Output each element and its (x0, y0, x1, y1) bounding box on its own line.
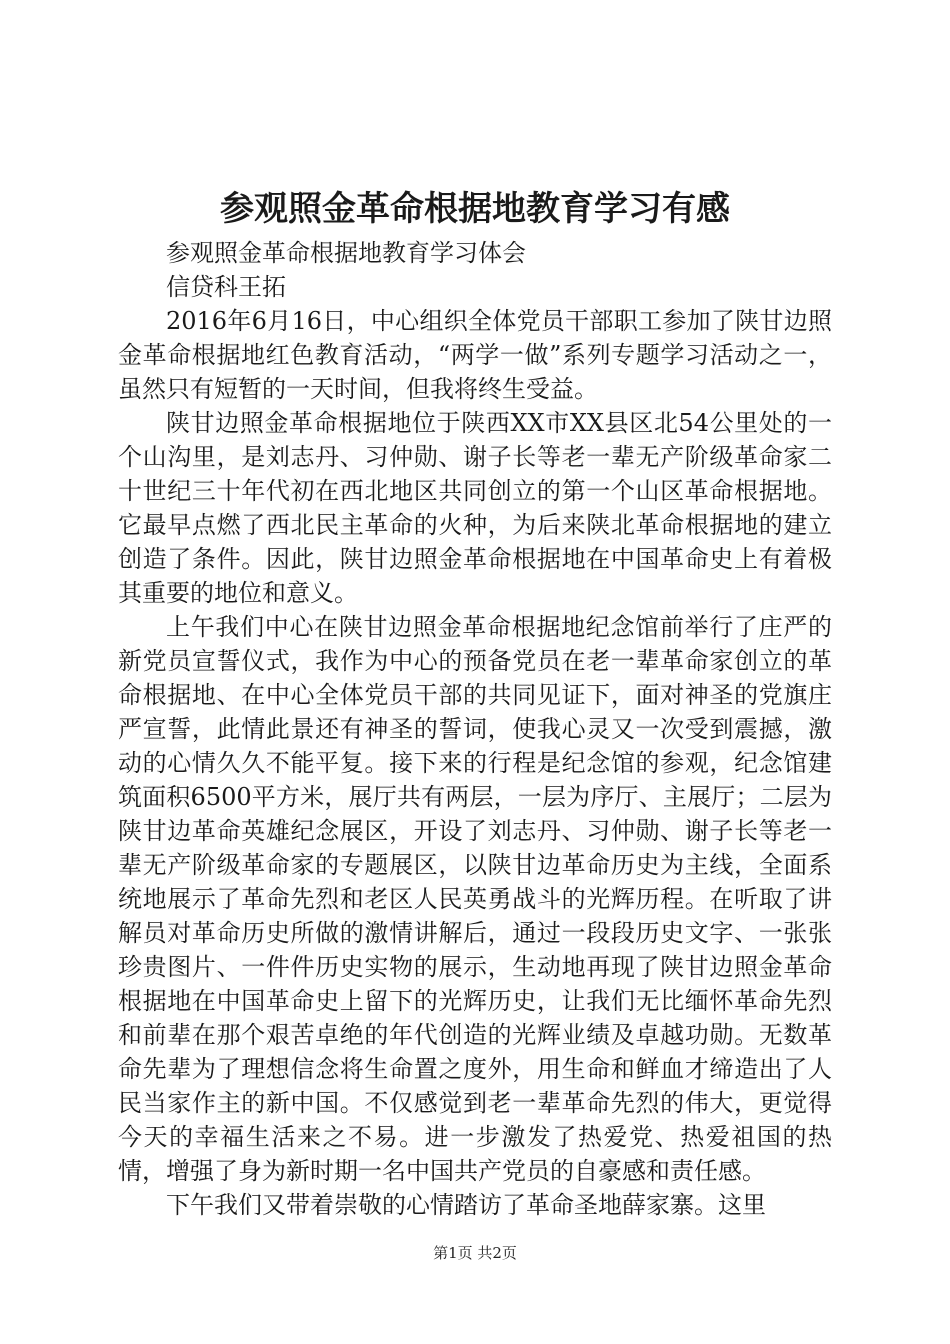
paragraph: 陕甘边照金革命根据地位于陕西XX市XX县区北54公里处的一个山沟里，是刘志丹、习仲勋、谢子长等老一辈无产阶级革命家二十世纪三十年代初在西北地区共同创立的第一个山区革命根据地。它最早点燃了西北民主革命的火种，为后来陕北革命根据地的建立创造了条件。因此，陕甘边照金革命根据地在中国革命史上有着极其重要的地位和意义。 (118, 409, 832, 607)
page-footer: 第1页 共2页 (433, 1244, 517, 1262)
paragraph: 2016年6月16日，中心组织全体党员干部职工参加了陕甘边照金革命根据地红色教育活动，“两学一做”系列专题学习活动之一，虽然只有短暂的一天时间，但我将终生受益。 (118, 307, 832, 403)
document-author: 信贷科王拓 (166, 273, 286, 301)
paragraph: 下午我们又带着崇敬的心情踏访了革命圣地薛家寨。这里 (166, 1191, 766, 1219)
document-body (118, 236, 832, 1222)
document-title: 参观照金革命根据地教育学习有感 (220, 189, 730, 229)
paragraph: 上午我们中心在陕甘边照金革命根据地纪念馆前举行了庄严的新党员宣誓仪式，我作为中心的预备党员在老一辈革命家创立的革命根据地、在中心全体党员干部的共同见证下，面对神圣的党旗庄严宣誓，此情此景还有神圣的誓词，使我心灵又一次受到震撼，激动的心情久久不能平复。接下来的行程是纪念馆的参观，纪念馆建筑面积6500平方米，展厅共有两层，一层为序厅、主展厅；二层为陕甘边革命英雄纪念展区，开设了刘志丹、习仲勋、谢子长等老一辈无产阶级革命家的专题展区，以陕甘边革命历史为主线，全面系统地展示了革命先烈和老区人民英勇战斗的光辉历程。在听取了讲解员对革命历史所做的激情讲解后，通过一段段历史文字、一张张珍贵图片、一件件历史实物的展示，生动地再现了陕甘边照金革命根据地在中国革命史上留下的光辉历史，让我们无比缅怀革命先烈和前辈在那个艰苦卓绝的年代创造的光辉业绩及卓越功勋。无数革命先辈为了理想信念将生命置之度外，用生命和鲜血才缔造出了人民当家作主的新中国。不仅感觉到老一辈革命先烈的伟大，更觉得今天的幸福生活来之不易。进一步激发了热爱党、热爱祖国的热情，增强了身为新时期一名中国共产党员的自豪感和责任感。 (118, 613, 832, 1185)
document-subtitle: 参观照金革命根据地教育学习体会 (166, 239, 526, 267)
